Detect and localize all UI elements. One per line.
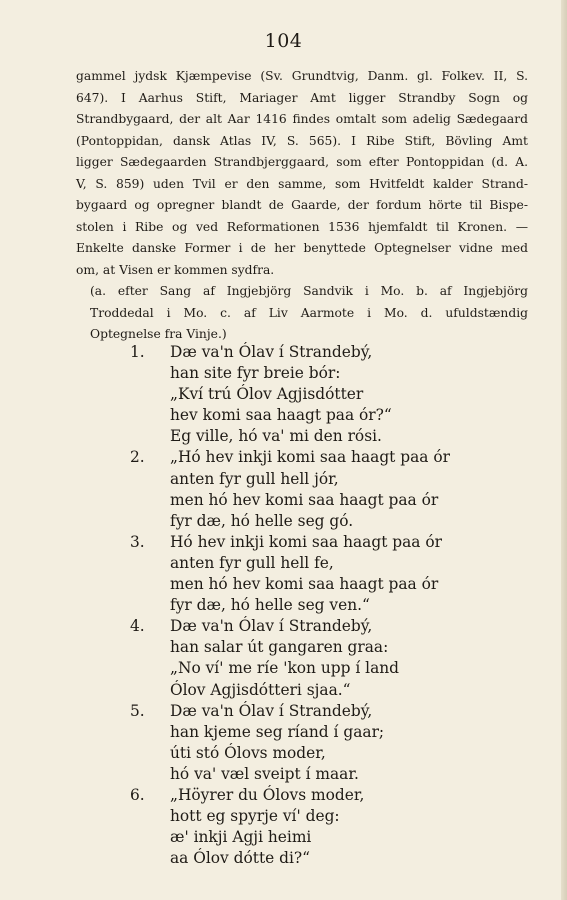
stanza-number bbox=[130, 637, 170, 658]
stanza-number: 5. bbox=[130, 701, 145, 720]
verse-text: anten fyr gull hell fe, bbox=[170, 553, 334, 572]
verse-line bbox=[130, 405, 530, 426]
verse-text: han site fyr breie bór: bbox=[170, 364, 341, 383]
stanza-number bbox=[130, 405, 170, 426]
prose-line: V, S. 859) uden Tvil er den samme, som Hvitfeldt kalder Strand- bbox=[76, 176, 528, 191]
verse-text: „No ví' me ríe 'kon upp í land bbox=[170, 659, 400, 678]
verse-line bbox=[130, 532, 530, 553]
prose-line: (Pontoppidan, dansk Atlas IV, S. 565). I Ribe Stift, Bövling Amt bbox=[76, 133, 528, 148]
stanza-number bbox=[130, 722, 170, 743]
stanza-number bbox=[130, 384, 170, 405]
verse-text: hó va' væl sveipt í maar. bbox=[170, 764, 359, 783]
poem bbox=[130, 342, 530, 869]
verse-text: han salar út gangaren graa: bbox=[170, 638, 389, 657]
verse-line bbox=[130, 384, 530, 405]
stanza-number: 6. bbox=[130, 785, 145, 804]
prose-line: bygaard og opregner blandt de Gaarde, der fordum hörte til Bispe- bbox=[76, 198, 528, 212]
stanza-number bbox=[130, 764, 170, 785]
stanza-number bbox=[130, 511, 170, 532]
page-edge bbox=[561, 0, 567, 900]
verse-text: Ólov Agjisdótteri sjaa.“ bbox=[170, 680, 351, 699]
verse-text: fyr dæ, hó helle seg ven.“ bbox=[170, 596, 370, 615]
verse-line bbox=[130, 848, 530, 869]
stanza-number: 3. bbox=[130, 532, 145, 551]
verse-text: Dæ va'n Ólav í Strandebý, bbox=[170, 617, 373, 636]
verse-text: men hó hev komi saa haagt paa ór bbox=[170, 490, 439, 509]
prose-line: om, at Visen er kommen sydfra. bbox=[76, 262, 275, 277]
stanza-number bbox=[130, 827, 170, 848]
stanza-number bbox=[130, 680, 170, 701]
prose-line: ligger Sædegaarden Strandbjerggaard, som efter Pontoppidan (d. A. bbox=[76, 155, 528, 169]
verse-line bbox=[130, 637, 530, 658]
verse-text: úti stó Ólovs moder, bbox=[170, 743, 326, 762]
verse-line bbox=[130, 574, 530, 595]
stanza-number bbox=[130, 574, 170, 595]
verse-line bbox=[130, 511, 530, 532]
source-line: Optegnelse fra Vinje.) bbox=[90, 327, 227, 341]
verse-text: aa Ólov dótte di?“ bbox=[170, 849, 311, 868]
verse-line bbox=[130, 722, 530, 743]
verse-text: Dæ va'n Ólav í Strandebý, bbox=[170, 701, 373, 720]
stanza-number bbox=[130, 426, 170, 447]
verse-line bbox=[130, 426, 530, 447]
verse-text: Hó hev inkji komi saa haagt paa ór bbox=[170, 532, 442, 551]
verse-text: anten fyr gull hell jór, bbox=[170, 469, 339, 488]
source-line: (a. efter Sang af Ingjebjörg Sandvik i Mo. b. af Ingjebjörg bbox=[90, 284, 528, 298]
stanza-number bbox=[130, 469, 170, 490]
stanza-number: 2. bbox=[130, 448, 145, 467]
verse-line bbox=[130, 806, 530, 827]
page-number: 104 bbox=[264, 30, 303, 52]
stanza-number: 1. bbox=[130, 343, 145, 361]
verse-line bbox=[130, 658, 530, 679]
stanza-number bbox=[130, 595, 170, 616]
stanza-number: 4. bbox=[130, 617, 145, 636]
prose-line: Strandbygaard, der alt Aar 1416 findes omtalt som adelig Sædegaard bbox=[76, 112, 528, 126]
stanza-number bbox=[130, 658, 170, 679]
verse-line bbox=[130, 680, 530, 701]
verse-text: hev komi saa haagt paa ór?“ bbox=[170, 406, 392, 425]
verse-text: Eg ville, hó va' mi den rósi. bbox=[170, 427, 382, 446]
verse-text: fyr dæ, hó helle seg gó. bbox=[170, 511, 354, 530]
verse-line bbox=[130, 553, 530, 574]
verse-line bbox=[130, 827, 530, 848]
verse-line bbox=[130, 743, 530, 764]
verse-line bbox=[130, 469, 530, 490]
stanza-number bbox=[130, 848, 170, 869]
prose-line: 647). I Aarhus Stift, Mariager Amt ligger Strandby Sogn og bbox=[76, 90, 528, 105]
verse-line bbox=[130, 595, 530, 616]
verse-text: æ' inkji Agji heimi bbox=[170, 828, 312, 847]
stanza-number bbox=[130, 490, 170, 511]
stanza-number bbox=[130, 363, 170, 384]
verse-text: Dæ va'n Ólav í Strandebý, bbox=[170, 343, 373, 361]
stanza-number bbox=[130, 553, 170, 574]
verse-line bbox=[130, 764, 530, 785]
verse-text: „Höyrer du Ólovs moder, bbox=[170, 785, 365, 804]
verse-text: men hó hev komi saa haagt paa ór bbox=[170, 575, 439, 594]
prose-line: stolen i Ribe og ved Reformationen 1536 hjemfaldt til Kronen. — bbox=[76, 219, 528, 234]
source-line: Troddedal i Mo. c. af Liv Aarmote i Mo. d. ufuldstændig bbox=[90, 305, 528, 320]
stanza-number bbox=[130, 743, 170, 764]
verse-line bbox=[130, 490, 530, 511]
prose-line: gammel jydsk Kjæmpevise (Sv. Grundtvig, Danm. gl. Folkev. II, S. bbox=[76, 69, 528, 83]
prose-line: Enkelte danske Former i de her benyttede Optegnelser vidne med bbox=[76, 241, 528, 255]
verse-line bbox=[130, 342, 530, 363]
verse-line bbox=[130, 701, 530, 722]
verse-line bbox=[130, 447, 530, 468]
stanza-number bbox=[130, 806, 170, 827]
verse-line bbox=[130, 363, 530, 384]
verse-text: han kjeme seg ríand í gaar; bbox=[170, 722, 385, 741]
prose-paragraph bbox=[76, 66, 528, 281]
verse-text: „Kví trú Ólov Agjisdótter bbox=[170, 385, 364, 404]
source-notes bbox=[90, 281, 528, 346]
verse-text: hott eg spyrje ví' deg: bbox=[170, 807, 340, 826]
verse-text: „Hó hev inkji komi saa haagt paa ór bbox=[170, 448, 450, 467]
verse-line bbox=[130, 785, 530, 806]
verse-line bbox=[130, 616, 530, 637]
